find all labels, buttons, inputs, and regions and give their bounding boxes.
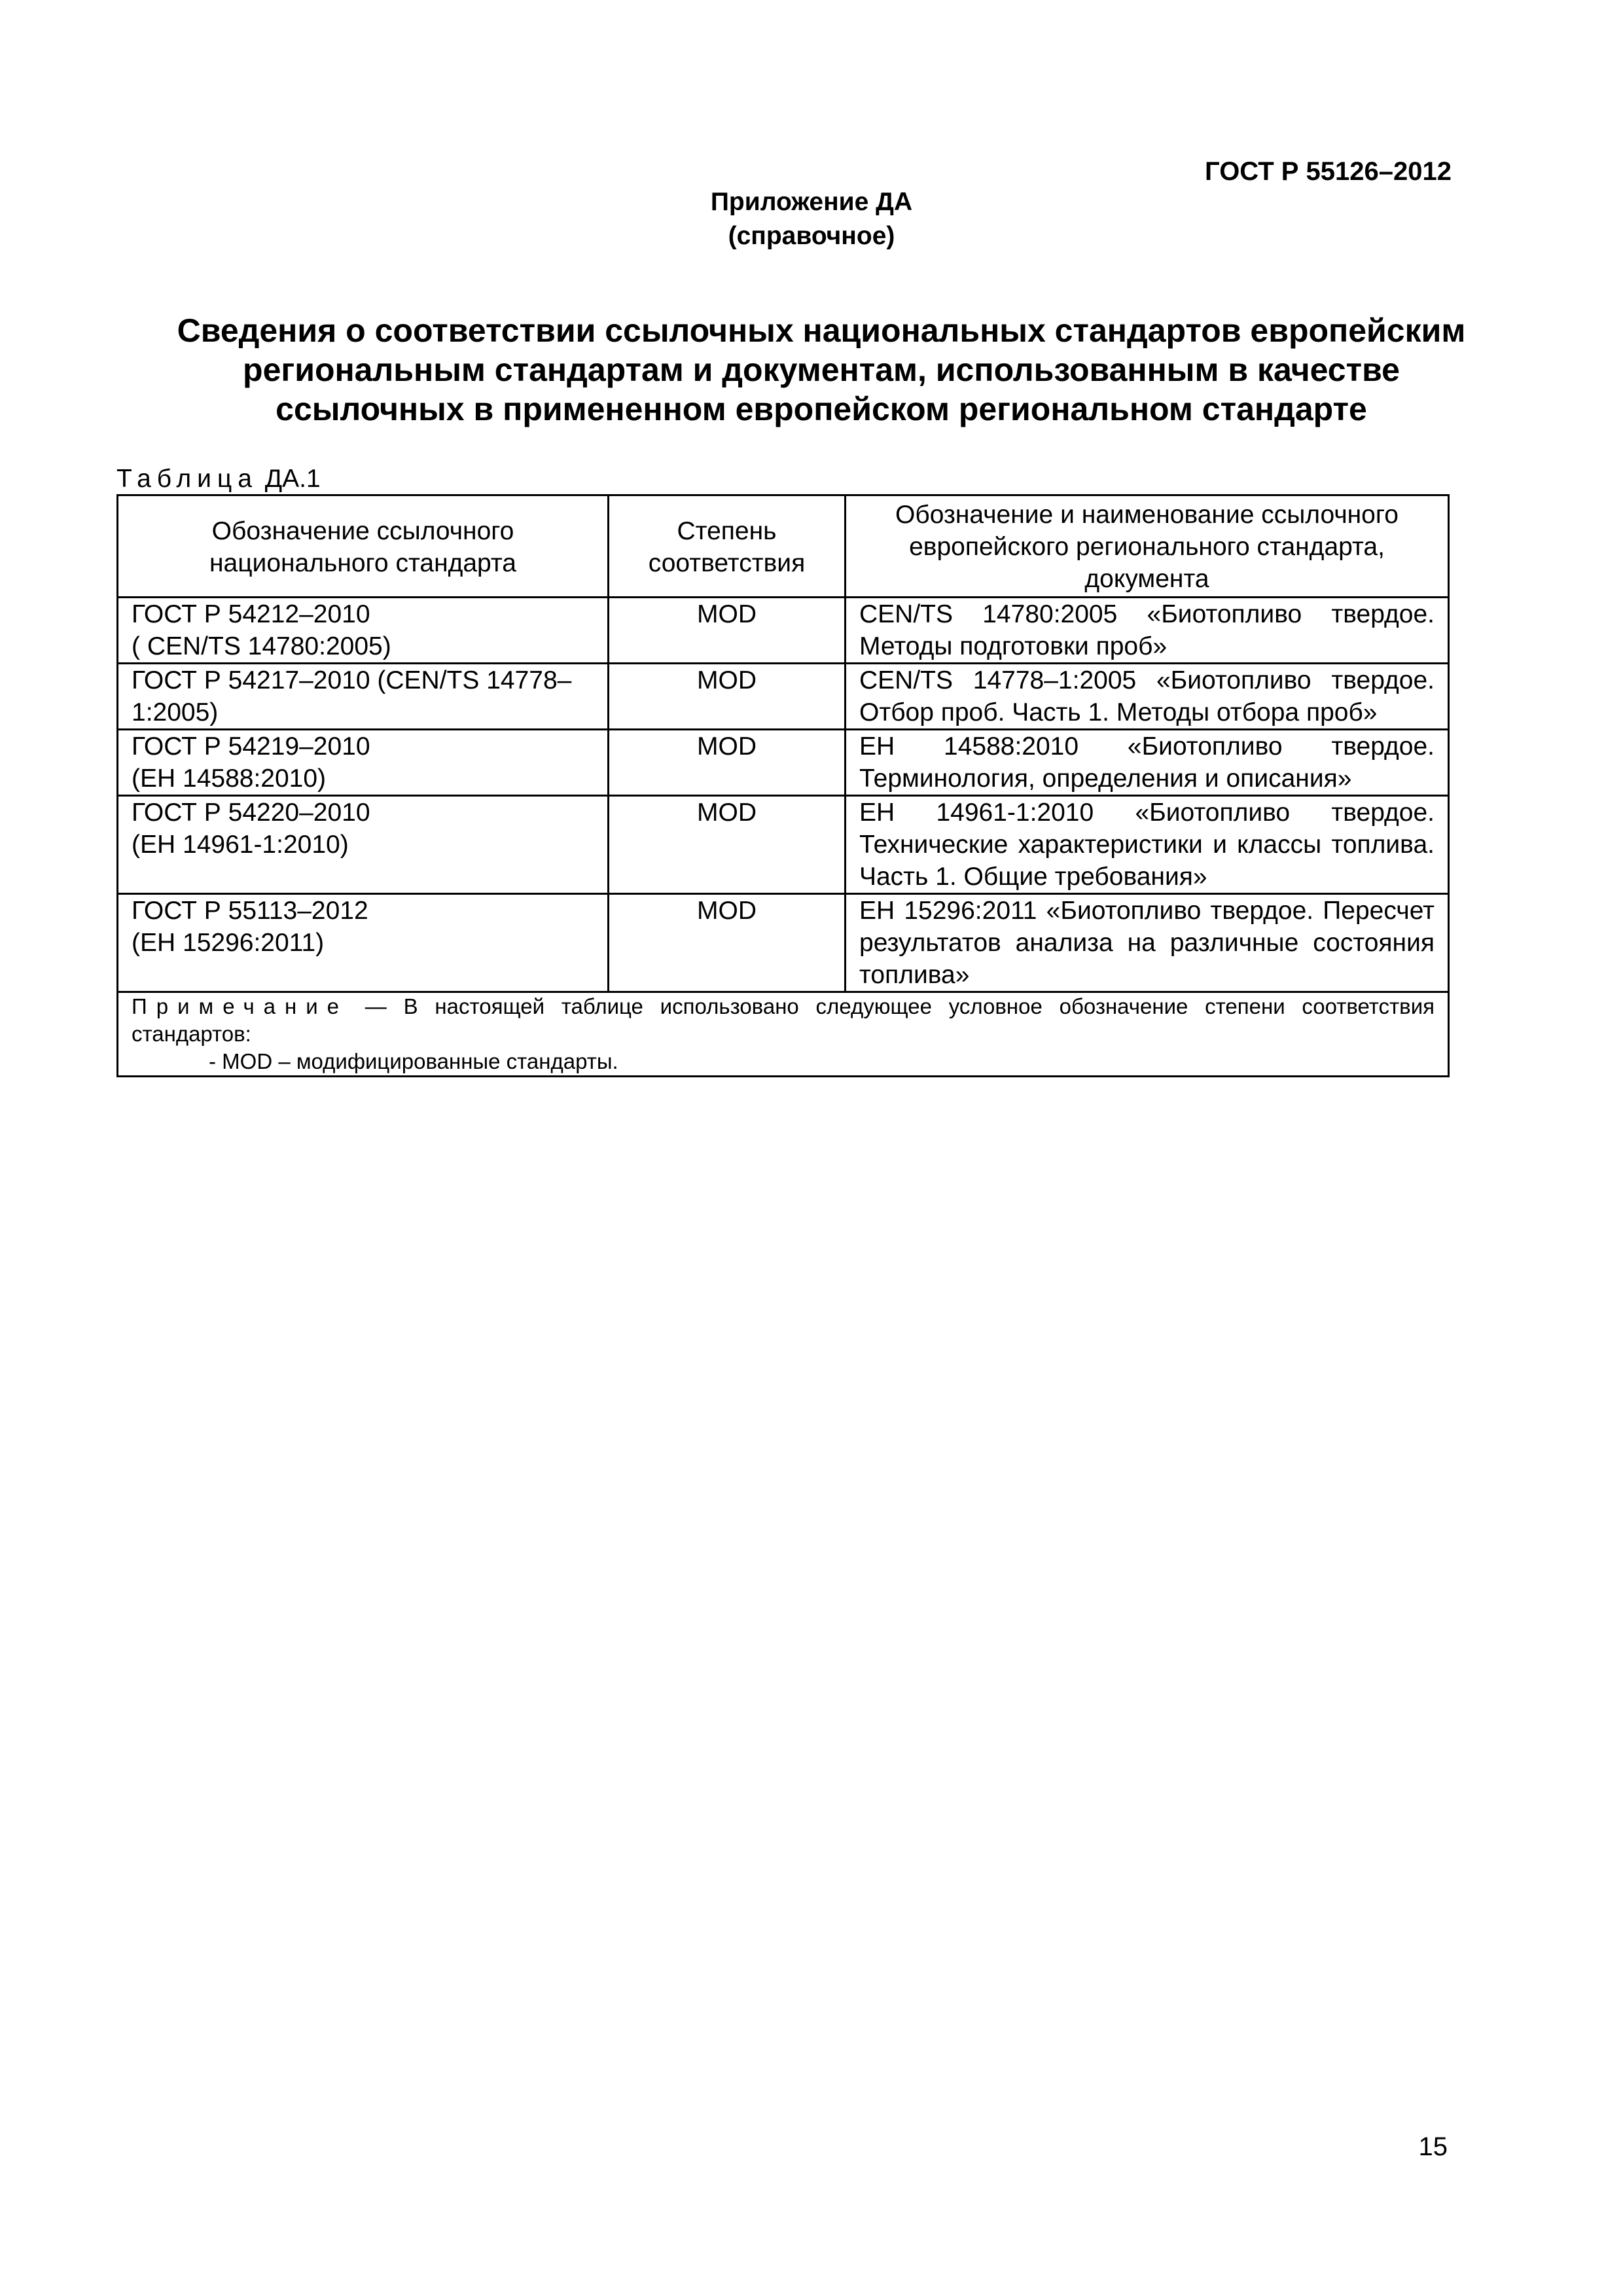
table-header-row bbox=[118, 495, 1449, 598]
degree-cell: MOD bbox=[609, 730, 846, 796]
table-row bbox=[118, 796, 1449, 894]
degree-cell: MOD bbox=[609, 664, 846, 730]
european-standard-cell: CEN/TS 14780:2005 «Биотопливо твердое. Методы подготовки проб» bbox=[846, 598, 1449, 664]
appendix-title: Приложение ДА bbox=[710, 188, 913, 216]
degree-cell: MOD bbox=[609, 598, 846, 664]
table-caption-label: Таблица bbox=[116, 465, 258, 493]
column-header-european: Обозначение и наименование ссылочного европейского регионального стандарта, документа bbox=[846, 495, 1449, 598]
note-label: Примечание bbox=[132, 994, 349, 1018]
national-standard-cell: ГОСТ Р 54217–2010 (CEN/TS 14778–1:2005) bbox=[118, 664, 609, 730]
national-standard-cell: ГОСТ Р 54212–2010 ( CEN/TS 14780:2005) bbox=[118, 598, 609, 664]
european-standard-cell: ЕН 15296:2011 «Биотопливо твердое. Пересчет результатов анализа на различные состояния топлива» bbox=[846, 894, 1449, 992]
degree-cell: MOD bbox=[609, 894, 846, 992]
table-row bbox=[118, 598, 1449, 664]
section-title bbox=[98, 311, 1544, 429]
section-title-line: региональным стандартам и документам, использованным в качестве bbox=[243, 351, 1400, 388]
document-code: ГОСТ Р 55126–2012 bbox=[1205, 157, 1452, 186]
page-number: 15 bbox=[1418, 2132, 1448, 2161]
national-standard-cell: ГОСТ Р 55113–2012 (ЕН 15296:2011) bbox=[118, 894, 609, 992]
appendix-heading bbox=[0, 185, 1623, 253]
national-standard-cell: ГОСТ Р 54219–2010 (ЕН 14588:2010) bbox=[118, 730, 609, 796]
table-caption bbox=[116, 463, 321, 495]
standards-table bbox=[116, 494, 1450, 1077]
degree-cell: MOD bbox=[609, 796, 846, 894]
note-text: — В настоящей таблице использовано следующее условное обозначение степени соответствия стандартов: bbox=[132, 994, 1435, 1046]
table-note bbox=[118, 992, 1449, 1077]
table-row bbox=[118, 894, 1449, 992]
table-row bbox=[118, 664, 1449, 730]
national-standard-cell: ГОСТ Р 54220–2010 (ЕН 14961-1:2010) bbox=[118, 796, 609, 894]
european-standard-cell: CEN/TS 14778–1:2005 «Биотопливо твердое. Отбор проб. Часть 1. Методы отбора проб» bbox=[846, 664, 1449, 730]
table-caption-number: ДА.1 bbox=[257, 465, 321, 493]
column-header-national: Обозначение ссылочного национального стандарта bbox=[118, 495, 609, 598]
table-note-row bbox=[118, 992, 1449, 1077]
section-title-line: ссылочных в примененном европейском региональном стандарте bbox=[276, 391, 1367, 427]
table-row bbox=[118, 730, 1449, 796]
european-standard-cell: ЕН 14588:2010 «Биотопливо твердое. Терминология, определения и описания» bbox=[846, 730, 1449, 796]
table-body bbox=[118, 598, 1449, 1077]
column-header-degree: Степень соответствия bbox=[609, 495, 846, 598]
section-title-line: Сведения о соответствии ссылочных национальных стандартов европейским bbox=[177, 312, 1466, 349]
note-item: - MOD – модифицированные стандарты. bbox=[209, 1049, 618, 1073]
european-standard-cell: ЕН 14961-1:2010 «Биотопливо твердое. Технические характеристики и классы топлива. Часть 1. Общие требования» bbox=[846, 796, 1449, 894]
appendix-subtitle: (справочное) bbox=[728, 222, 895, 250]
